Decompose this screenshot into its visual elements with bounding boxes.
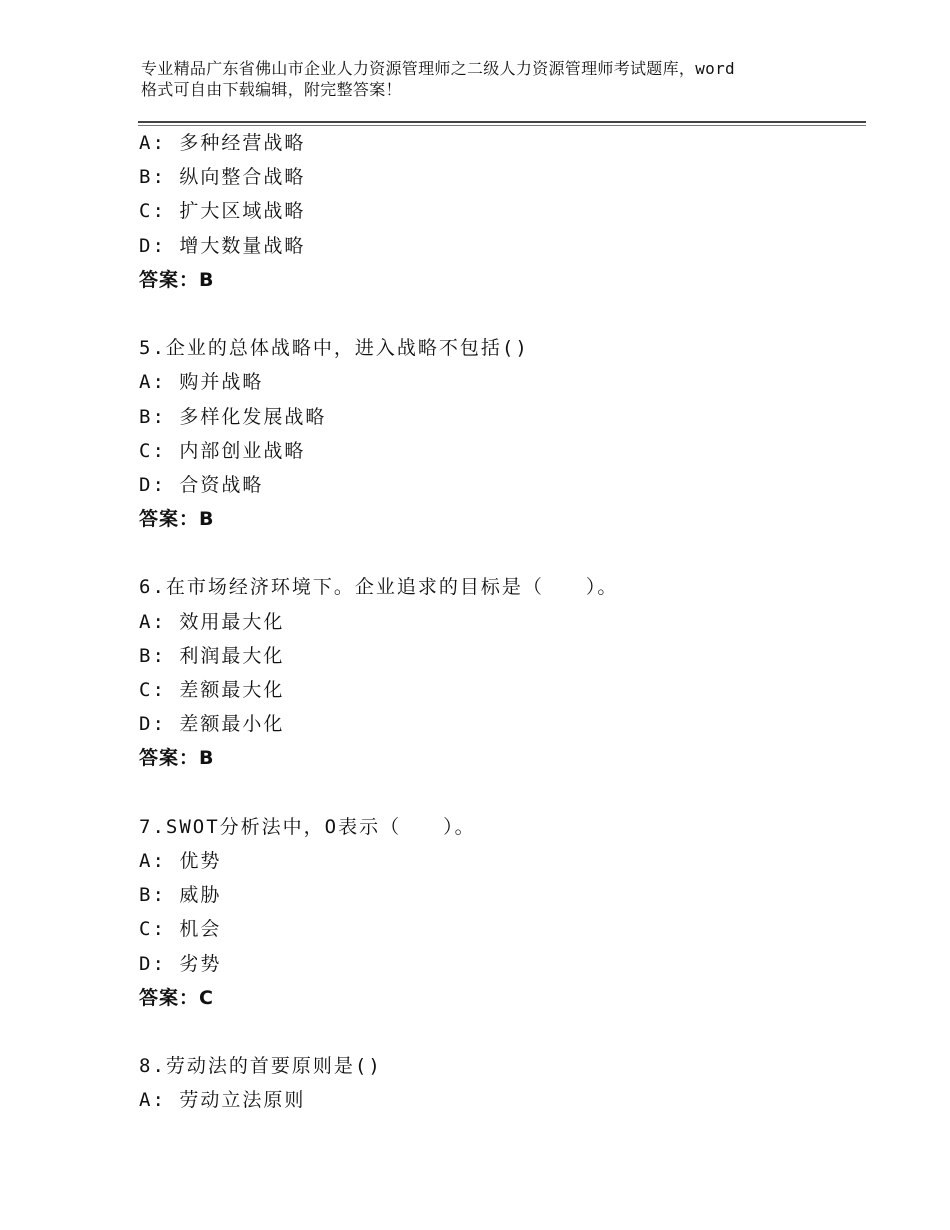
spacer — [139, 536, 859, 570]
question-5-block — [139, 331, 859, 536]
question-4-block — [139, 126, 859, 297]
q5-answer: 答案：B — [139, 508, 215, 531]
q6-question: 6.在市场经济环境下。企业追求的目标是（ ）。 — [139, 576, 619, 599]
header-title-line-1: 专业精品广东省佛山市企业人力资源管理师之二级人力资源管理师考试题库，word — [141, 59, 735, 78]
q8-question: 8.劳动法的首要原则是() — [139, 1055, 382, 1078]
q7-option-b: B: 威胁 — [139, 884, 222, 907]
q6-option-b: B: 利润最大化 — [139, 644, 285, 667]
header-rule-thick — [138, 121, 866, 123]
q8-option-a: A: 劳动立法原则 — [139, 1089, 306, 1112]
q5-option-b: B: 多样化发展战略 — [139, 405, 327, 428]
spacer — [139, 297, 859, 331]
spacer — [139, 1015, 859, 1049]
q5-option-d: D: 合资战略 — [139, 473, 264, 496]
q5-option-c: C: 内部创业战略 — [139, 439, 306, 462]
q6-option-a: A: 效用最大化 — [139, 610, 285, 633]
q5-option-a: A: 购并战略 — [139, 371, 264, 394]
q5-question: 5.企业的总体战略中，进入战略不包括() — [139, 337, 529, 360]
q7-option-c: C: 机会 — [139, 918, 222, 941]
question-list — [139, 126, 859, 1117]
q4-answer: 答案：B — [139, 268, 215, 291]
document-header — [141, 58, 841, 100]
header-title-line-2: 格式可自由下载编辑，附完整答案！ — [141, 80, 402, 99]
spacer — [139, 776, 859, 810]
q4-option-b: B: 纵向整合战略 — [139, 166, 306, 189]
q4-option-d: D: 增大数量战略 — [139, 234, 306, 257]
question-7-block — [139, 810, 859, 1015]
q7-option-a: A: 优势 — [139, 849, 222, 872]
q4-option-c: C: 扩大区域战略 — [139, 200, 306, 223]
q7-question: 7.SWOT分析法中，O表示（ ）。 — [139, 815, 476, 838]
q6-answer: 答案：B — [139, 747, 215, 770]
q6-option-d: D: 差额最小化 — [139, 713, 285, 736]
q4-option-a: A: 多种经营战略 — [139, 132, 306, 154]
question-6-block — [139, 570, 859, 775]
q6-option-c: C: 差额最大化 — [139, 679, 285, 701]
q7-option-d: D: 劣势 — [139, 952, 222, 975]
question-8-block — [139, 1049, 859, 1117]
q7-answer: 答案：C — [139, 986, 214, 1009]
